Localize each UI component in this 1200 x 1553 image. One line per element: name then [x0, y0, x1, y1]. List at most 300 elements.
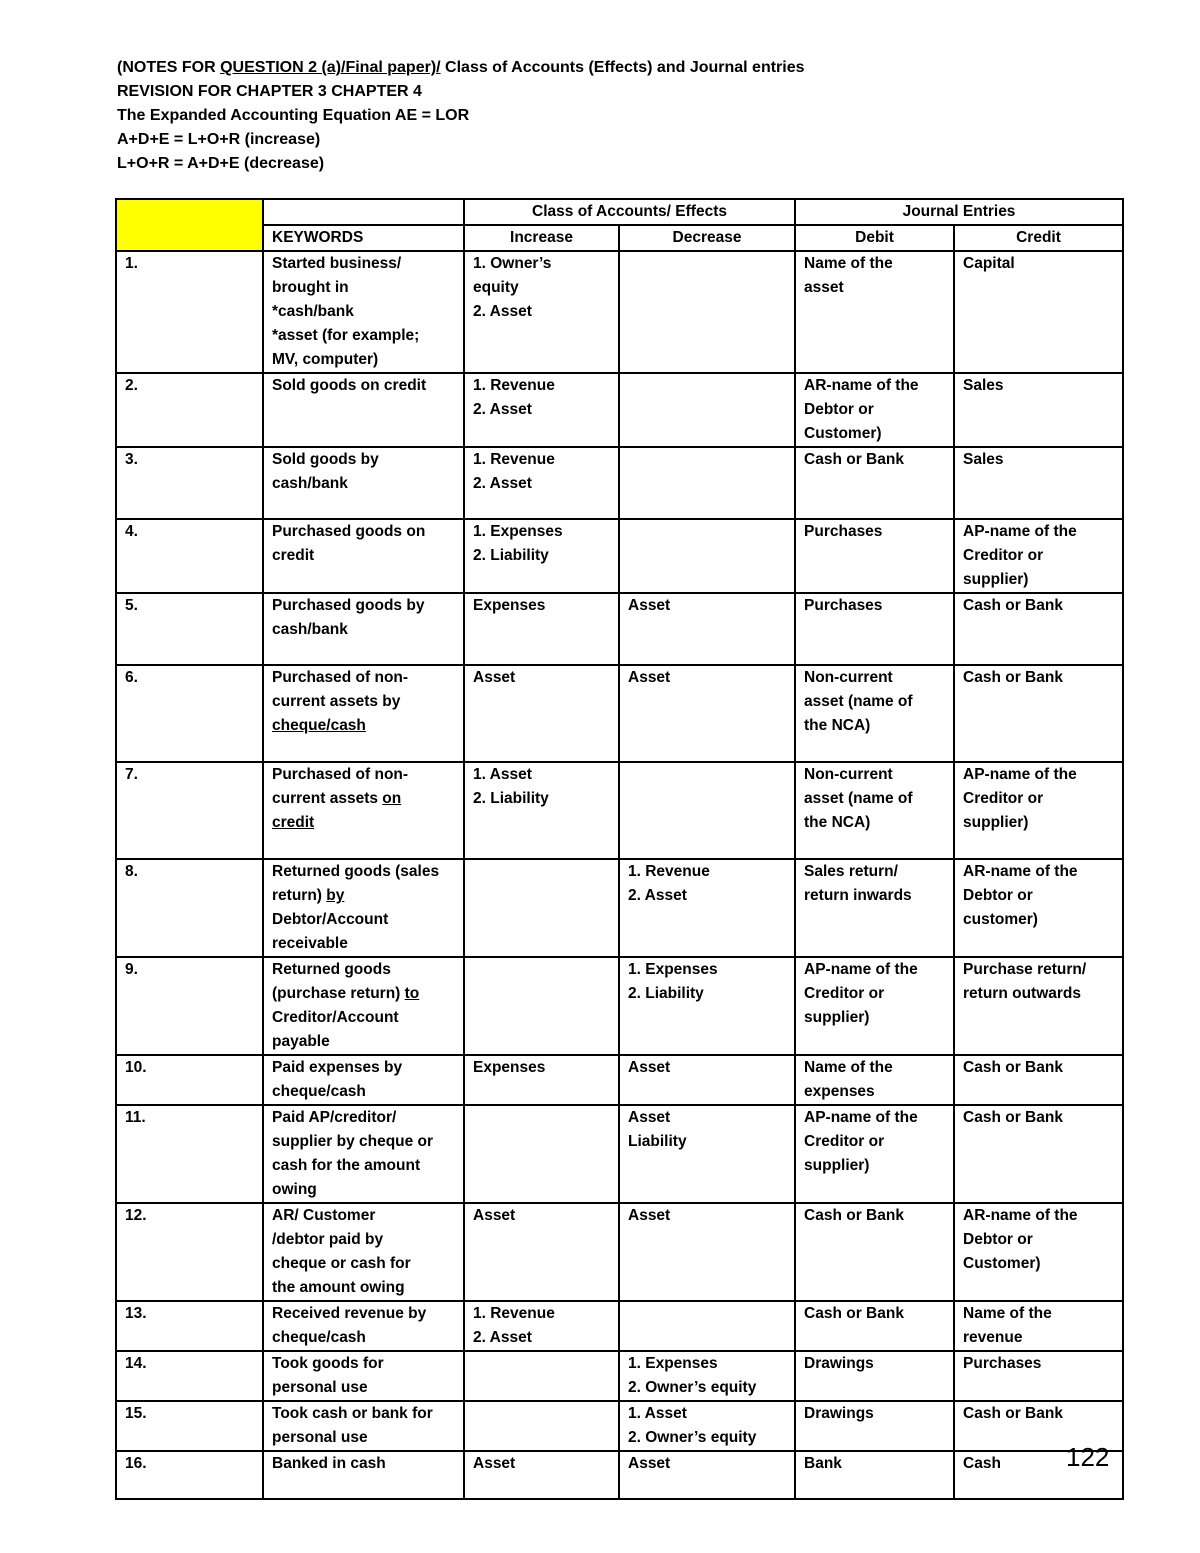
keywords-text: the amount owing [272, 1279, 405, 1296]
keywords-cell [263, 1351, 464, 1401]
debit-line: Purchases [804, 523, 883, 540]
row-number: 16. [116, 1451, 263, 1499]
decrease-line: Asset [628, 1109, 671, 1126]
debit-line: Drawings [804, 1405, 874, 1422]
keywords-text: Purchased goods on [272, 523, 426, 540]
keywords-line [272, 324, 455, 348]
keywords-text: Sold goods by [272, 451, 379, 468]
table-row [116, 1301, 1123, 1351]
increase-cell [464, 1351, 619, 1401]
increase-line: 1. Expenses [473, 523, 563, 540]
decrease-line: 2. Liability [628, 985, 704, 1002]
debit-line: Purchases [804, 597, 883, 614]
keywords-text: Purchased of non- [272, 669, 409, 686]
increase-cell [464, 593, 619, 665]
decrease-line: 2. Asset [628, 887, 687, 904]
keywords-line [272, 666, 455, 690]
header-line-1-underlined: QUESTION 2 (a)/Final paper)/ [220, 59, 441, 76]
debit-cell [795, 251, 954, 373]
increase-line: 1. Asset [473, 766, 532, 783]
row-number: 4. [116, 519, 263, 593]
row-number: 9. [116, 957, 263, 1055]
credit-cell [954, 957, 1123, 1055]
keywords-line [272, 1252, 455, 1276]
debit-cell [795, 1301, 954, 1351]
increase-line: 1. Revenue [473, 451, 555, 468]
header-line-4: A+D+E = L+O+R (increase) [117, 131, 321, 148]
highlight-cell [116, 199, 263, 251]
debit-cell [795, 593, 954, 665]
credit-line: revenue [963, 1329, 1023, 1346]
credit-line: Capital [963, 255, 1015, 272]
row-number: 1. [116, 251, 263, 373]
keywords-text: credit [272, 814, 315, 831]
column-header-credit: Credit [954, 225, 1123, 251]
keywords-line [272, 1352, 455, 1376]
keywords-line [272, 374, 455, 398]
header-line-5: L+O+R = A+D+E (decrease) [117, 155, 325, 172]
accounts-table [115, 198, 1124, 1500]
credit-cell [954, 519, 1123, 593]
keywords-text: Started business/ [272, 255, 402, 272]
keywords-line [272, 860, 455, 884]
row-number: 3. [116, 447, 263, 519]
debit-cell [795, 762, 954, 859]
keywords-line [272, 1426, 455, 1450]
keywords-line [272, 252, 455, 276]
debit-line: supplier) [804, 1009, 870, 1026]
keywords-text: credit [272, 547, 315, 564]
keywords-text: (purchase return) [272, 985, 405, 1002]
table-row [116, 859, 1123, 957]
keywords-text: cash/bank [272, 475, 348, 492]
keywords-line [272, 714, 455, 738]
keywords-cell [263, 1055, 464, 1105]
increase-line: Asset [473, 1207, 516, 1224]
header-line-1-suffix: Class of Accounts (Effects) and Journal entries [440, 59, 805, 76]
table-row [116, 519, 1123, 593]
debit-cell [795, 859, 954, 957]
row-number: 12. [116, 1203, 263, 1301]
debit-line: Creditor or [804, 1133, 885, 1150]
decrease-line: Liability [628, 1133, 687, 1150]
increase-cell [464, 519, 619, 593]
credit-cell [954, 593, 1123, 665]
keywords-line [272, 618, 455, 642]
keywords-line [272, 276, 455, 300]
table-row [116, 1055, 1123, 1105]
debit-line: asset (name of [804, 790, 913, 807]
row-number: 10. [116, 1055, 263, 1105]
credit-line: AR-name of the [963, 863, 1078, 880]
decrease-cell [619, 447, 795, 519]
increase-line: 2. Asset [473, 475, 532, 492]
increase-line: Expenses [473, 597, 546, 614]
debit-line: Sales return/ [804, 863, 898, 880]
keywords-line [272, 908, 455, 932]
page-number: 122 [1066, 1442, 1110, 1472]
credit-line: supplier) [963, 814, 1029, 831]
keywords-text: Purchased of non- [272, 766, 409, 783]
increase-cell [464, 373, 619, 447]
credit-line: Creditor or [963, 790, 1044, 807]
increase-line: 2. Asset [473, 303, 532, 320]
keywords-text: Returned goods [272, 961, 391, 978]
keywords-line [272, 690, 455, 714]
row-number: 6. [116, 665, 263, 762]
credit-cell [954, 447, 1123, 519]
keywords-text: on [382, 790, 402, 807]
row-number: 7. [116, 762, 263, 859]
keywords-cell [263, 665, 464, 762]
keywords-text: /debtor paid by [272, 1231, 384, 1248]
decrease-cell [619, 251, 795, 373]
keywords-line [272, 472, 455, 496]
credit-line: Cash or Bank [963, 669, 1063, 686]
keywords-line [272, 932, 455, 956]
credit-line: Debtor or [963, 1231, 1033, 1248]
decrease-line: 1. Asset [628, 1405, 687, 1422]
credit-line: Debtor or [963, 887, 1033, 904]
decrease-cell [619, 1301, 795, 1351]
credit-line: Name of the [963, 1305, 1052, 1322]
keywords-text: Sold goods on credit [272, 377, 427, 394]
keywords-text: Took goods for [272, 1355, 384, 1372]
debit-line: Non-current [804, 669, 893, 686]
decrease-cell [619, 519, 795, 593]
debit-cell [795, 1055, 954, 1105]
keywords-line [272, 1130, 455, 1154]
keywords-cell [263, 519, 464, 593]
keywords-text: MV, computer) [272, 351, 379, 368]
debit-line: AR-name of the [804, 377, 919, 394]
keywords-line [272, 1228, 455, 1252]
keywords-text: payable [272, 1033, 330, 1050]
debit-line: Cash or Bank [804, 1207, 904, 1224]
keywords-line [272, 763, 455, 787]
column-header-row [116, 225, 1123, 251]
keywords-text: AR/ Customer [272, 1207, 376, 1224]
increase-cell [464, 1105, 619, 1203]
keywords-text: receivable [272, 935, 348, 952]
group-header-blank [263, 199, 464, 225]
keywords-line [272, 1006, 455, 1030]
debit-line: Creditor or [804, 985, 885, 1002]
table-row [116, 1401, 1123, 1451]
debit-line: Name of the [804, 1059, 893, 1076]
increase-line: 1. Owner’s [473, 255, 552, 272]
table-row [116, 762, 1123, 859]
credit-cell [954, 762, 1123, 859]
decrease-cell [619, 665, 795, 762]
debit-line: Name of the [804, 255, 893, 272]
credit-line: Cash or Bank [963, 1405, 1063, 1422]
increase-cell [464, 1301, 619, 1351]
keywords-cell [263, 593, 464, 665]
increase-line: Asset [473, 1455, 516, 1472]
keywords-line [272, 1402, 455, 1426]
debit-cell [795, 519, 954, 593]
keywords-cell [263, 859, 464, 957]
column-header-decrease: Decrease [619, 225, 795, 251]
debit-cell [795, 1351, 954, 1401]
keywords-text: Banked in cash [272, 1455, 386, 1472]
increase-line: Expenses [473, 1059, 546, 1076]
keywords-line [272, 811, 455, 835]
table-row [116, 373, 1123, 447]
debit-line: Bank [804, 1455, 842, 1472]
decrease-cell [619, 1203, 795, 1301]
debit-line: the NCA) [804, 717, 871, 734]
keywords-cell [263, 957, 464, 1055]
decrease-cell [619, 762, 795, 859]
page-header [117, 56, 805, 176]
increase-line: 2. Asset [473, 1329, 532, 1346]
keywords-cell [263, 373, 464, 447]
increase-line: 2. Asset [473, 401, 532, 418]
group-header-row [116, 199, 1123, 225]
keywords-line [272, 1302, 455, 1326]
debit-line: AP-name of the [804, 1109, 918, 1126]
header-line-1 [117, 56, 805, 80]
keywords-text: current assets by [272, 693, 401, 710]
debit-line: Drawings [804, 1355, 874, 1372]
keywords-cell [263, 251, 464, 373]
credit-line: supplier) [963, 571, 1029, 588]
debit-line: return inwards [804, 887, 912, 904]
increase-cell [464, 957, 619, 1055]
credit-line: Purchase return/ [963, 961, 1087, 978]
table-row [116, 1351, 1123, 1401]
credit-cell [954, 665, 1123, 762]
debit-line: supplier) [804, 1157, 870, 1174]
keywords-text: return) [272, 887, 327, 904]
debit-cell [795, 1203, 954, 1301]
decrease-cell [619, 859, 795, 957]
increase-cell [464, 859, 619, 957]
keywords-text: cheque/cash [272, 1083, 366, 1100]
keywords-text: by [326, 887, 345, 904]
keywords-cell [263, 1301, 464, 1351]
credit-line: Cash or Bank [963, 1109, 1063, 1126]
increase-cell [464, 1055, 619, 1105]
keywords-line [272, 520, 455, 544]
row-number: 8. [116, 859, 263, 957]
keywords-text: *asset (for example; [272, 327, 420, 344]
header-line-1-prefix: (NOTES FOR [117, 59, 221, 76]
credit-line: Creditor or [963, 547, 1044, 564]
column-header-keywords: KEYWORDS [263, 225, 464, 251]
credit-line: Sales [963, 451, 1004, 468]
decrease-line: 1. Revenue [628, 863, 710, 880]
keywords-text: Received revenue by [272, 1305, 427, 1322]
debit-cell [795, 1105, 954, 1203]
debit-cell [795, 957, 954, 1055]
keywords-text: Paid expenses by [272, 1059, 403, 1076]
table-row [116, 1203, 1123, 1301]
keywords-text: personal use [272, 1429, 368, 1446]
keywords-cell [263, 1451, 464, 1499]
keywords-text: brought in [272, 279, 349, 296]
credit-line: AP-name of the [963, 766, 1077, 783]
keywords-line [272, 958, 455, 982]
header-line-3: The Expanded Accounting Equation AE = LOR [117, 107, 470, 124]
decrease-cell [619, 373, 795, 447]
increase-line: 2. Liability [473, 547, 549, 564]
decrease-line: Asset [628, 1207, 671, 1224]
credit-cell [954, 1203, 1123, 1301]
keywords-text: supplier by cheque or [272, 1133, 434, 1150]
credit-line: Cash or Bank [963, 1059, 1063, 1076]
keywords-line [272, 1154, 455, 1178]
increase-line: Asset [473, 669, 516, 686]
credit-line: Customer) [963, 1255, 1041, 1272]
keywords-cell [263, 1203, 464, 1301]
credit-cell [954, 251, 1123, 373]
increase-cell [464, 251, 619, 373]
group-header-journal-entries: Journal Entries [795, 199, 1123, 225]
row-number: 15. [116, 1401, 263, 1451]
keywords-cell [263, 447, 464, 519]
keywords-cell [263, 1105, 464, 1203]
increase-cell [464, 1401, 619, 1451]
keywords-text: Paid AP/creditor/ [272, 1109, 397, 1126]
keywords-line [272, 1376, 455, 1400]
decrease-cell [619, 1105, 795, 1203]
debit-line: the NCA) [804, 814, 871, 831]
debit-line: expenses [804, 1083, 875, 1100]
row-number: 11. [116, 1105, 263, 1203]
keywords-line [272, 594, 455, 618]
table-body [116, 251, 1123, 1499]
keywords-line [272, 787, 455, 811]
column-header-debit: Debit [795, 225, 954, 251]
keywords-line [272, 348, 455, 372]
keywords-text: Purchased goods by [272, 597, 425, 614]
table-row [116, 957, 1123, 1055]
keywords-text: Returned goods (sales [272, 863, 440, 880]
keywords-text: cheque or cash for [272, 1255, 411, 1272]
increase-cell [464, 1451, 619, 1499]
credit-line: Cash or Bank [963, 597, 1063, 614]
debit-line: Debtor or [804, 401, 874, 418]
keywords-text: *cash/bank [272, 303, 354, 320]
keywords-line [272, 1178, 455, 1202]
credit-line: return outwards [963, 985, 1081, 1002]
debit-line: AP-name of the [804, 961, 918, 978]
debit-cell [795, 1451, 954, 1499]
keywords-line [272, 1452, 455, 1476]
decrease-cell [619, 1351, 795, 1401]
column-header-increase: Increase [464, 225, 619, 251]
row-number: 14. [116, 1351, 263, 1401]
keywords-text: to [404, 985, 420, 1002]
keywords-line [272, 1080, 455, 1104]
keywords-text: owing [272, 1181, 317, 1198]
increase-cell [464, 762, 619, 859]
debit-line: Customer) [804, 425, 882, 442]
table-row [116, 593, 1123, 665]
increase-line: 1. Revenue [473, 377, 555, 394]
increase-line: 2. Liability [473, 790, 549, 807]
decrease-cell [619, 593, 795, 665]
credit-cell [954, 859, 1123, 957]
credit-line: AR-name of the [963, 1207, 1078, 1224]
keywords-line [272, 1030, 455, 1054]
decrease-line: Asset [628, 1455, 671, 1472]
debit-line: asset (name of [804, 693, 913, 710]
keywords-text: cash/bank [272, 621, 348, 638]
keywords-text: personal use [272, 1379, 368, 1396]
row-number: 5. [116, 593, 263, 665]
credit-cell [954, 1351, 1123, 1401]
credit-cell [954, 1105, 1123, 1203]
decrease-line: Asset [628, 669, 671, 686]
keywords-line [272, 1106, 455, 1130]
decrease-line: Asset [628, 1059, 671, 1076]
decrease-cell [619, 1055, 795, 1105]
keywords-line [272, 1204, 455, 1228]
decrease-line: 1. Expenses [628, 961, 718, 978]
credit-line: AP-name of the [963, 523, 1077, 540]
keywords-text: Debtor/Account [272, 911, 389, 928]
debit-cell [795, 373, 954, 447]
header-line-2: REVISION FOR CHAPTER 3 CHAPTER 4 [117, 83, 422, 100]
decrease-line: 1. Expenses [628, 1355, 718, 1372]
increase-line: equity [473, 279, 519, 296]
debit-line: Cash or Bank [804, 451, 904, 468]
keywords-line [272, 544, 455, 568]
credit-cell [954, 1055, 1123, 1105]
increase-cell [464, 1203, 619, 1301]
keywords-line [272, 884, 455, 908]
keywords-text: Took cash or bank for [272, 1405, 433, 1422]
debit-cell [795, 1401, 954, 1451]
credit-cell [954, 1301, 1123, 1351]
keywords-text: cheque/cash [272, 717, 366, 734]
group-header-class-of-accounts: Class of Accounts/ Effects [464, 199, 795, 225]
keywords-line [272, 1056, 455, 1080]
decrease-line: 2. Owner’s equity [628, 1379, 757, 1396]
credit-cell [954, 373, 1123, 447]
keywords-line [272, 300, 455, 324]
credit-line: Cash [963, 1455, 1001, 1472]
table-row [116, 447, 1123, 519]
table-row [116, 1105, 1123, 1203]
keywords-line [272, 982, 455, 1006]
keywords-text: cash for the amount [272, 1157, 421, 1174]
debit-cell [795, 665, 954, 762]
debit-line: asset [804, 279, 844, 296]
debit-cell [795, 447, 954, 519]
decrease-line: Asset [628, 597, 671, 614]
decrease-cell [619, 1401, 795, 1451]
decrease-cell [619, 957, 795, 1055]
increase-cell [464, 447, 619, 519]
keywords-line [272, 1276, 455, 1300]
table-row [116, 1451, 1123, 1499]
keywords-cell [263, 1401, 464, 1451]
decrease-cell [619, 1451, 795, 1499]
credit-line: customer) [963, 911, 1038, 928]
keywords-text: cheque/cash [272, 1329, 366, 1346]
keywords-cell [263, 762, 464, 859]
keywords-line [272, 1326, 455, 1350]
debit-line: Cash or Bank [804, 1305, 904, 1322]
keywords-text: current assets [272, 790, 383, 807]
increase-cell [464, 665, 619, 762]
table-row [116, 251, 1123, 373]
